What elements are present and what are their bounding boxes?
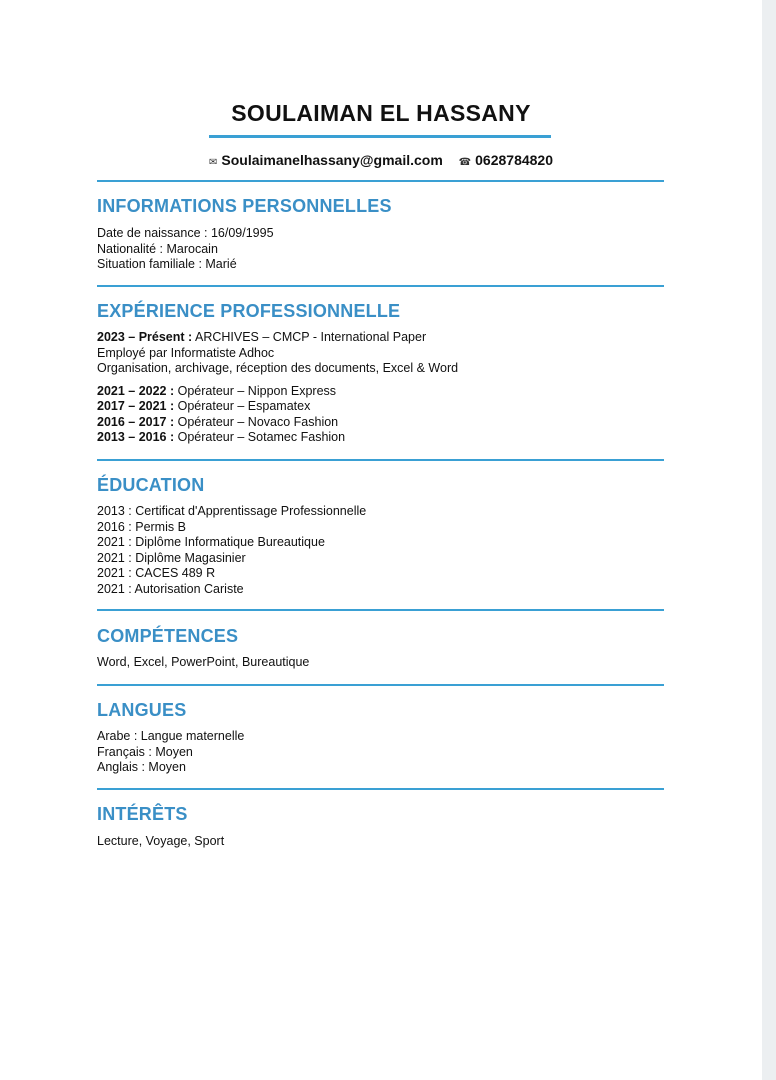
language-line: Français : Moyen — [97, 744, 193, 759]
section-divider — [97, 788, 664, 790]
section-divider — [97, 285, 664, 287]
section-title-education: ÉDUCATION — [97, 475, 205, 495]
phone-icon: ☎ — [458, 157, 472, 168]
education-line: 2021 : Diplôme Magasinier — [97, 550, 246, 565]
language-line: Anglais : Moyen — [97, 760, 186, 774]
phone-text[interactable]: 0628784820 — [475, 152, 554, 168]
section-divider — [97, 180, 664, 182]
education-line: 2021 : Diplôme Informatique Bureautique — [97, 535, 325, 549]
job-period: 2021 – 2022 : — [97, 383, 175, 398]
section-title-skills: COMPÉTENCES — [97, 626, 239, 646]
personal-line: Nationalité : Marocain — [97, 241, 218, 256]
personal-info-list — [97, 226, 665, 273]
personal-line: Date de naissance : 16/09/1995 — [97, 226, 274, 240]
section-title-personal: INFORMATIONS PERSONNELLES — [97, 196, 392, 216]
education-list — [97, 504, 665, 597]
experience-job — [97, 384, 665, 400]
experience-role: ARCHIVES – CMCP - International Paper — [192, 330, 427, 344]
job-period: 2017 – 2021 : — [97, 399, 175, 413]
section-divider — [97, 609, 664, 611]
languages-list — [97, 729, 665, 776]
experience-period: 2023 – Présent : — [97, 330, 193, 344]
contact-line — [97, 152, 665, 168]
job-role: Opérateur – Nippon Express — [174, 383, 337, 398]
section-divider — [97, 459, 664, 461]
education-line: 2013 : Certificat d'Apprentissage Professionnelle — [97, 504, 367, 518]
experience-job — [97, 430, 665, 446]
job-role: Opérateur – Sotamec Fashion — [174, 430, 346, 444]
skills-line: Word, Excel, PowerPoint, Bureautique — [97, 655, 310, 669]
education-line: 2016 : Permis B — [97, 519, 186, 534]
email-item — [209, 152, 443, 168]
section-title-experience: EXPÉRIENCE PROFESSIONNELLE — [97, 301, 401, 321]
section-title-interests: INTÉRÊTS — [97, 804, 188, 824]
experience-job — [97, 399, 665, 415]
job-period: 2016 – 2017 : — [97, 414, 175, 429]
section-divider — [97, 684, 664, 686]
personal-line: Situation familiale : Marié — [97, 257, 237, 271]
skills-list — [97, 655, 665, 671]
name-underline — [209, 135, 551, 138]
interests-list — [97, 834, 665, 850]
section-title-languages: LANGUES — [97, 700, 187, 720]
envelope-icon: ✉ — [208, 157, 218, 168]
job-role: Opérateur – Novaco Fashion — [174, 414, 339, 429]
experience-main-line — [97, 330, 665, 346]
job-role: Opérateur – Espamatex — [174, 399, 311, 413]
candidate-name: SOULAIMAN EL HASSANY — [231, 100, 531, 126]
experience-job — [97, 415, 665, 431]
education-line: 2021 : CACES 489 R — [97, 566, 216, 580]
interests-line: Lecture, Voyage, Sport — [97, 834, 225, 848]
education-line: 2021 : Autorisation Cariste — [97, 581, 244, 596]
language-line: Arabe : Langue maternelle — [97, 729, 245, 743]
experience-employer: Employé par Informatiste Adhoc — [97, 345, 275, 360]
phone-item — [459, 152, 553, 168]
email-text[interactable]: Soulaimanelhassany@gmail.com — [221, 152, 443, 168]
job-period: 2013 – 2016 : — [97, 430, 175, 444]
experience-list — [97, 330, 665, 446]
experience-tasks: Organisation, archivage, réception des documents, Excel & Word — [97, 361, 459, 375]
page-edge — [762, 0, 776, 1080]
